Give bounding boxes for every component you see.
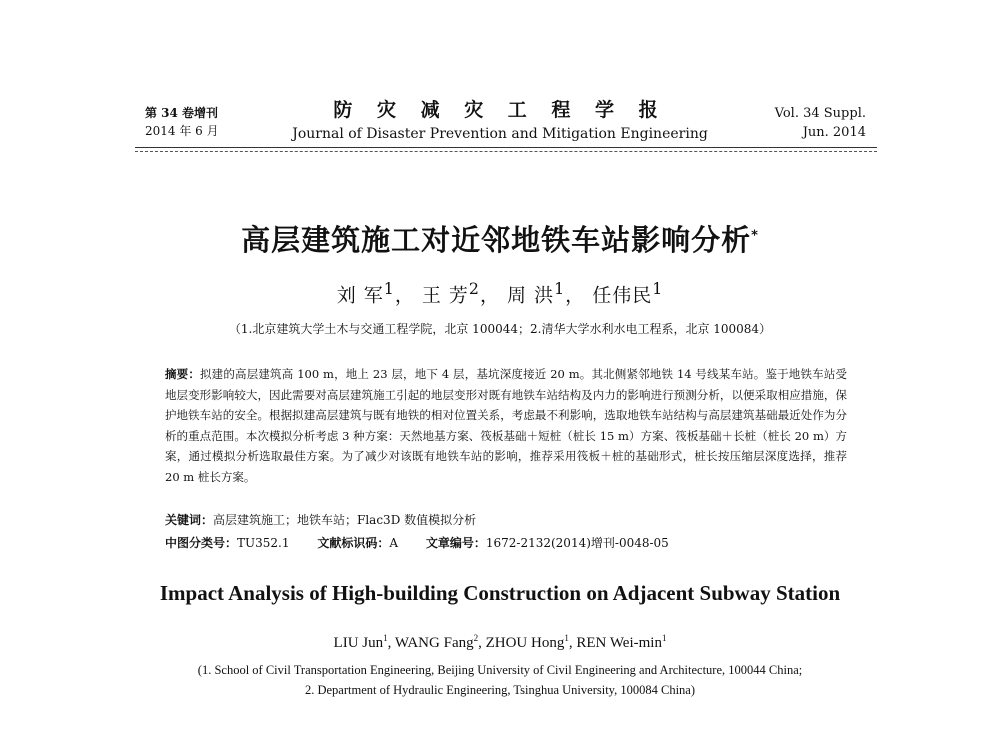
volume-en: Vol. 34 Suppl. [774,106,866,121]
affiliation-en-1: (1. School of Civil Transportation Engineering, Beijing University of Civil Engineering and Architecture, 100044 China; [197,663,803,677]
article-no-value: 1672-2132(2014)增刊-0048-05 [485,536,669,550]
title-footnote-mark: * [751,228,759,244]
header-right [775,104,866,142]
author-affil-mark: 1 [554,279,566,298]
abstract-text: 拟建的高层建筑高 100 m，地上 23 层，地下 4 层，基坑深度接近 20 m。其北侧紧邻地铁 14 号线某车站。鉴于地铁车站受地层变形影响较大，因此需要对高层建筑施工引起的地层变形对既有地铁车站结构及内力的影响进行预测分析，以便采取相应措施，保护地铁车站的安全。根据拟建高层建筑与既有地铁的相对位置关系，考虑最不利影响，选取地铁车站结构与高层建筑基础最近处作为分析的重点范围。本次模拟分析考虑 3 种方案：天然地基方案、筏板基础＋短桩（桩长 15 m）方案、筏板基础＋长桩（桩长 20 m）方案，通过模拟分析选取最佳方案。为了减少对该既有地铁车站的影响，推荐采用筏板＋桩的基础形式，桩长按压缩层深度选择，推荐 20 m 桩长方案。 [165,367,847,484]
abstract-cn [165,364,847,488]
affiliation-en-2: 2. Department of Hydraulic Engineering, Tsinghua University, 100084 China) [304,683,695,697]
author-affil-mark: 1 [652,279,664,298]
date-en: Jun. 2014 [802,125,866,140]
author-affil-mark: 1 [383,279,395,298]
keywords-label: 关键词： [165,513,214,527]
date-cn: 2014 年 6 月 [145,124,219,138]
header-left [145,104,219,140]
keywords-text: 高层建筑施工；地铁车站；Flac3D 数值模拟分析 [213,513,477,527]
author-name-en: WANG Fang [394,635,474,651]
author-affil-mark: 1 [564,633,569,643]
author-name-en: ZHOU Hong [485,635,565,651]
paper-title-en: Impact Analysis of High-building Construction on Adjacent Subway Station [159,581,841,605]
author-name-en: LIU Jun [333,635,384,651]
clc-value: TU352.1 [237,536,290,550]
header-center [280,98,720,144]
author-name: 王 芳 [421,284,469,307]
volume-cn: 第 34 卷增刊 [145,106,219,120]
author-name: 刘 军 [336,284,384,307]
author-affil-mark: 1 [661,633,667,643]
classification-line [165,534,847,552]
header-rule [135,147,877,148]
header-rule-dashed [135,151,877,152]
abstract-label: 摘要： [165,367,201,381]
author-name: 任伟民 [592,284,653,307]
doc-code-label: 文献标识码： [317,536,390,550]
keywords-cn [165,511,847,529]
paper-title-cn [0,218,1000,259]
title-text: 高层建筑施工对近邻地铁车站影响分析 [241,223,752,257]
author-affil-mark: 2 [473,633,479,643]
article-no-label: 文章编号： [425,536,486,550]
affiliation-cn: （1.北京建筑大学土木与交通工程学院，北京 100044；2.清华大学水利水电工程系，北京 100084） [228,322,772,336]
author-name-en: REN Wei-min [576,635,662,651]
affiliation-en [0,660,1000,700]
author-affil-mark: 2 [468,279,480,298]
author-list-en: LIU Jun$^1$, WANG Fang$^2$, ZHOU Hong$^1$, REN Wei-$\min^1$ [333,633,667,651]
author-name: 周 洪 [507,284,555,307]
doc-code-value: A [389,536,399,550]
journal-title-en: Journal of Disaster Prevention and Mitigation Engineering [292,126,708,142]
author-affil-mark: 1 [383,633,388,643]
journal-title-cn: 防 灾 减 灾 工 程 学 报 [333,99,667,121]
clc-label: 中图分类号： [165,536,238,550]
author-list-cn: 刘 军$^1$， 王 芳$^2$， 周 洪$^1$， 任伟民$^1$ [336,279,664,307]
